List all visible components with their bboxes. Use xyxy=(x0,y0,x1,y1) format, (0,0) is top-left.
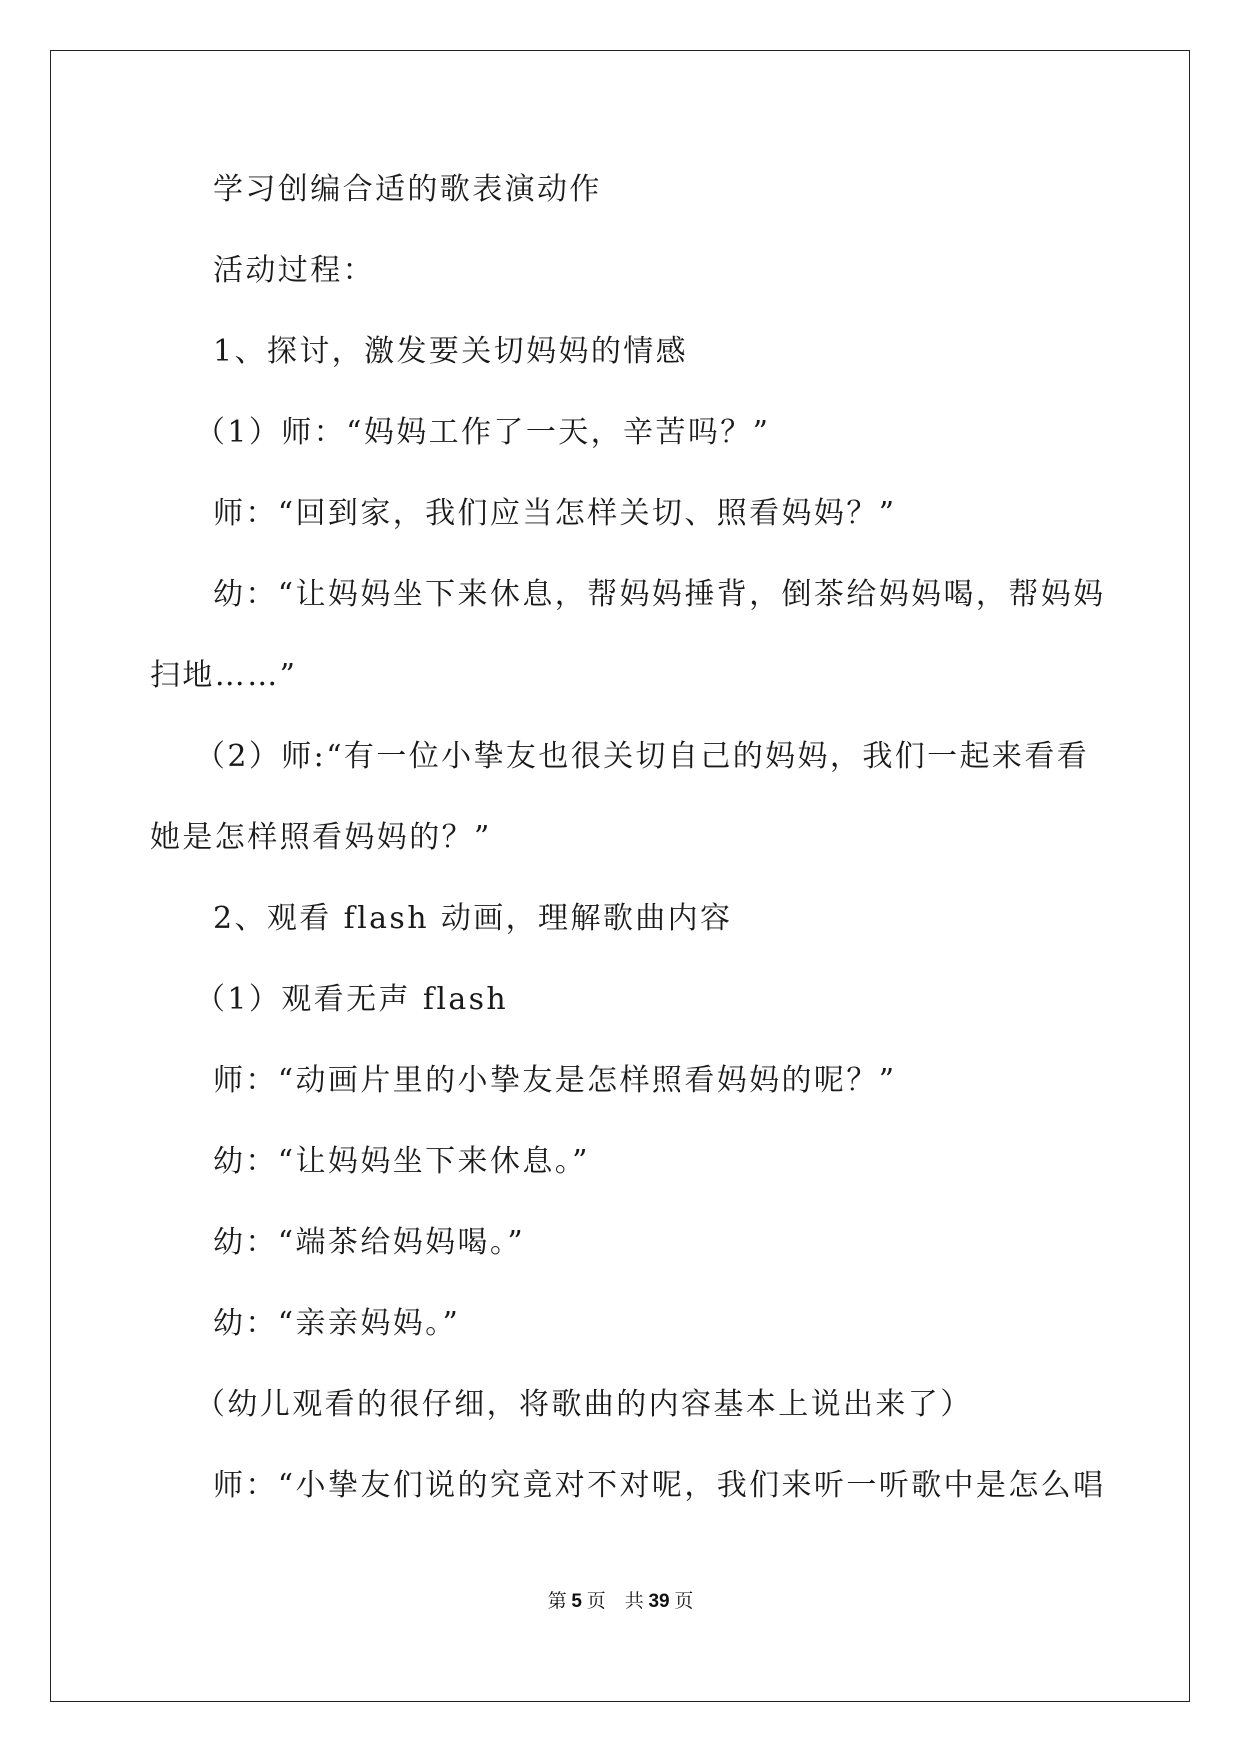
text-line-1: 学习创编合适的歌表演动作 xyxy=(213,172,602,207)
text-line-9: 她是怎样照看妈妈的？” xyxy=(150,820,492,855)
text-line-8: （2）师:“有一位小挚友也很关切自己的妈妈，我们一起来看看 xyxy=(195,739,1090,774)
footer-prefix: 第 xyxy=(547,1591,567,1612)
footer-total-pages: 39 xyxy=(648,1591,670,1612)
text-line-7: 扫地……” xyxy=(150,658,298,693)
text-line-3: 1、探讨，激发要关切妈妈的情感 xyxy=(213,334,689,369)
footer-total-prefix: 共 xyxy=(624,1591,644,1612)
text-line-14: 幼：“端茶给妈妈喝。” xyxy=(213,1225,526,1260)
text-line-10: 2、观看 flash 动画，理解歌曲内容 xyxy=(213,901,733,936)
text-line-12: 师：“动画片里的小挚友是怎样照看妈妈的呢？” xyxy=(213,1063,897,1098)
text-line-13: 幼：“让妈妈坐下来休息。” xyxy=(213,1144,590,1179)
footer-page-suffix: 页 xyxy=(586,1591,606,1612)
text-line-5: 师：“回到家，我们应当怎样关切、照看妈妈？” xyxy=(213,496,897,531)
page-border xyxy=(50,50,1190,1702)
page-footer xyxy=(0,1590,1241,1614)
text-line-17: 师：“小挚友们说的究竟对不对呢，我们来听一听歌中是怎么唱 xyxy=(213,1468,1106,1503)
text-line-15: 幼：“亲亲妈妈。” xyxy=(213,1306,461,1341)
text-line-6: 幼：“让妈妈坐下来休息，帮妈妈捶背，倒茶给妈妈喝，帮妈妈 xyxy=(213,577,1106,612)
footer-page-number: 5 xyxy=(571,1591,582,1612)
text-line-11: （1）观看无声 flash xyxy=(195,982,509,1017)
footer-total-suffix: 页 xyxy=(674,1591,694,1612)
text-line-4: （1）师：“妈妈工作了一天，辛苦吗？” xyxy=(195,415,771,450)
text-line-16: （幼儿观看的很仔细，将歌曲的内容基本上说出来了） xyxy=(195,1387,973,1422)
text-line-2: 活动过程： xyxy=(213,253,375,288)
